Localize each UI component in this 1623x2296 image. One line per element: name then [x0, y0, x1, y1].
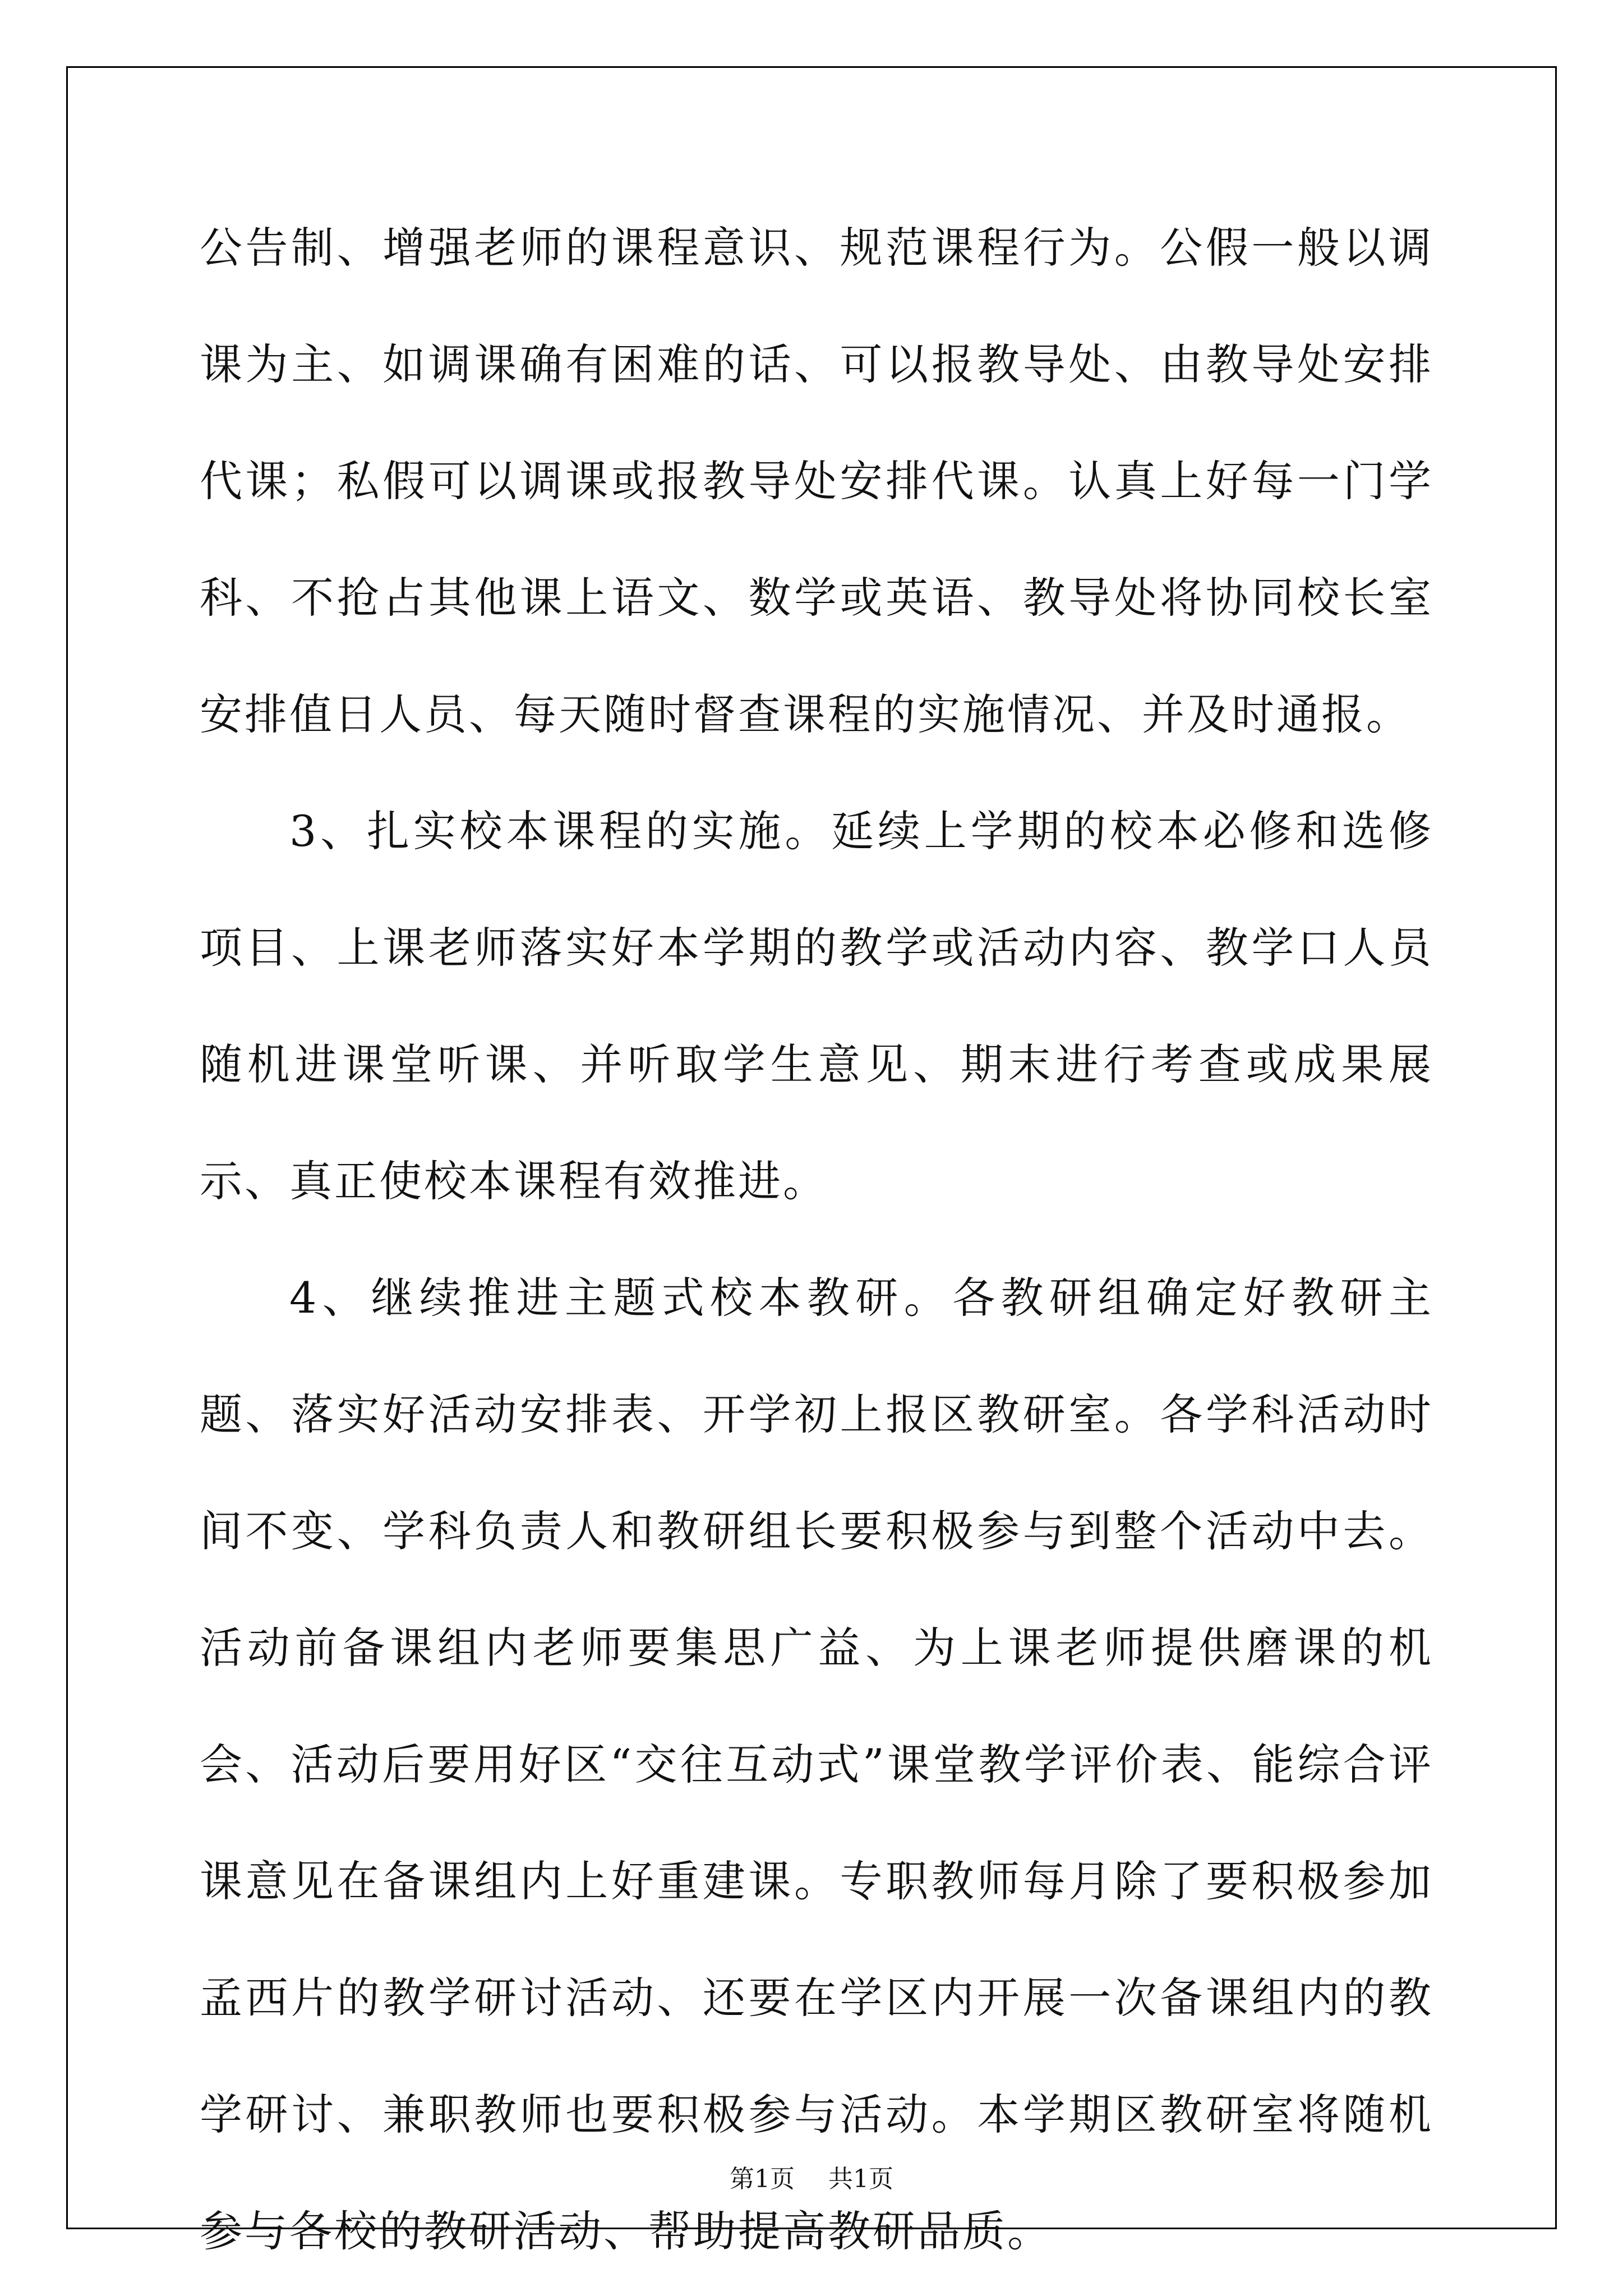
paragraph-1: 公告制、增强老师的课程意识、规范课程行为。公假一般以调课为主、如调课确有困难的话、可以报教导处、由教导处安排代课；私假可以调课或报教导处安排代课。认真上好每一门学科、不抢占其他课上语文、数学或英语、教导处将协同校长室安排值日人员、每天随时督查课程的实施情况、并及时通报。 — [200, 223, 1433, 739]
paragraph-3: 4、继续推进主题式校本教研。各教研组确定好教研主题、落实好活动安排表、开学初上报区教研室。各学科活动时间不变、学科负责人和教研组长要积极参与到整个活动中去。活动前备课组内老师要集思广益、为上课老师提供磨课的机会、活动后要用好区“交往互动式”课堂教学评价表、能综合评课意见在备课组内上好重建课。专职教师每月除了要积极参加孟西片的教学研讨活动、还要在学区内开展一次备课组内的教学研讨、兼职教师也要积极参与活动。本学期区教研室将随机参与各校的教研活动、帮助提高教研品质。 — [200, 1273, 1433, 2256]
document-body — [200, 190, 1433, 2290]
paragraph-2: 3、扎实校本课程的实施。延续上学期的校本必修和选修项目、上课老师落实好本学期的教学或活动内容、教学口人员随机进课堂听课、并听取学生意见、期末进行考查或成果展示、真正使校本课程有效推进。 — [200, 806, 1433, 1206]
page-number-total: 共1页 — [828, 2165, 893, 2193]
page-number-current: 第1页 — [730, 2165, 795, 2193]
page-footer — [0, 2159, 1623, 2194]
